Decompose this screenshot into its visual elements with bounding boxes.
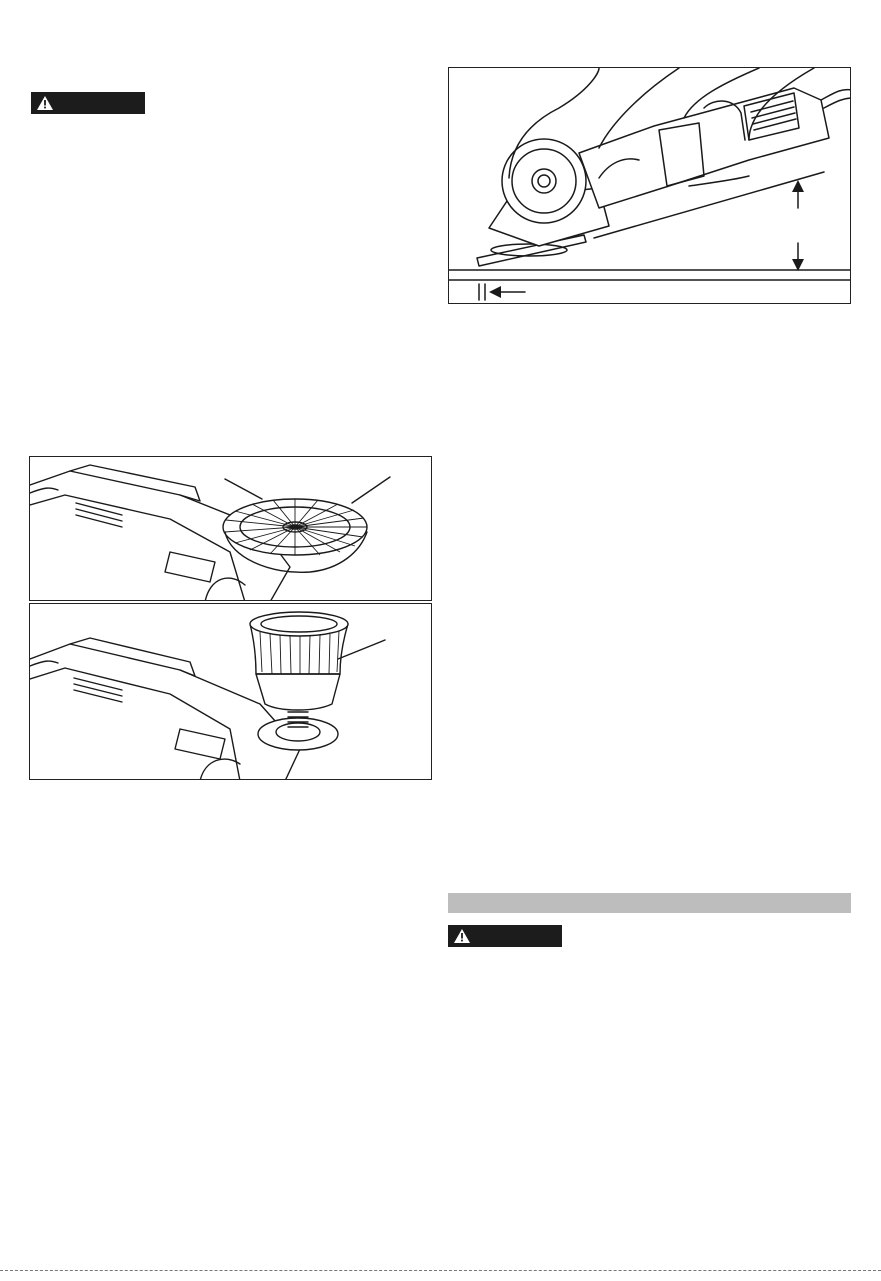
direction-arrow-left-icon — [489, 286, 501, 298]
figure-flap-disc — [29, 456, 432, 601]
arrow-down-icon — [792, 259, 804, 271]
flap-disc-illustration — [30, 457, 432, 601]
section-header-label — [448, 897, 454, 909]
arrow-up-icon — [792, 180, 804, 192]
warning-label-bottom — [448, 925, 562, 947]
warning-triangle-icon — [37, 96, 53, 110]
warning-label-top — [31, 92, 145, 114]
section-header-bar — [448, 893, 851, 913]
figure-grinding-angle — [448, 67, 851, 304]
warning-triangle-icon — [454, 929, 470, 943]
cup-brush-illustration — [30, 604, 432, 780]
figure-cup-brush — [29, 603, 432, 780]
grinder-angle-illustration — [449, 68, 851, 304]
page-bottom-rule — [0, 1270, 881, 1271]
